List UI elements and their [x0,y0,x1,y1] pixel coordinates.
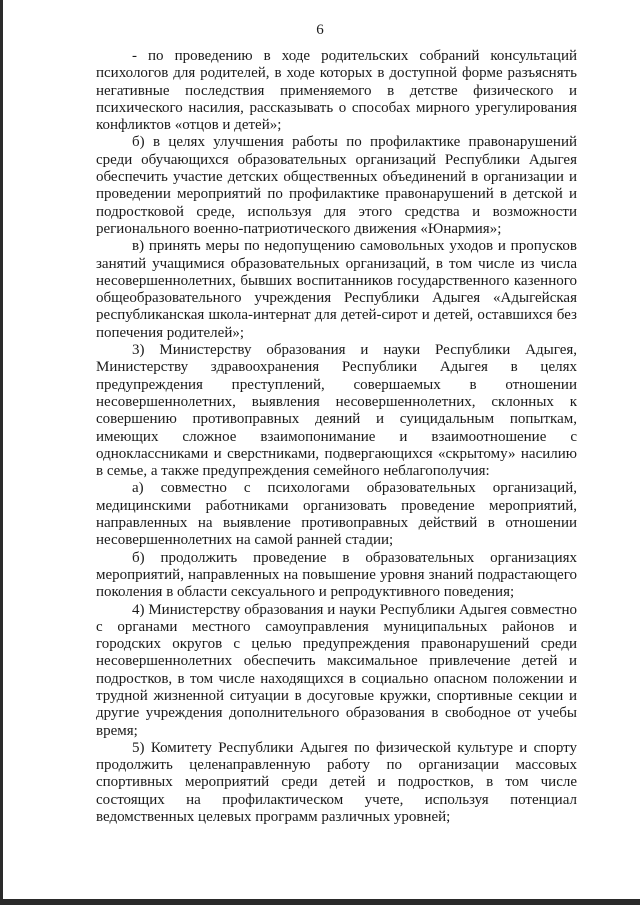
paragraph-b-reproductive-education: б) продолжить проведение в образовательных организациях мероприятий, направленных на повышение уровня знаний подрастающего поколения в области сексуального и репродуктивного поведения; [96,549,577,601]
scan-edge-left [0,0,3,905]
paragraph-consultations: - по проведению в ходе родительских собраний консультаций психологов для родителей, в ходе которых в доступной форме разъяснять негативные последствия применяемого в детстве физического и психического насилия, рассказывать о способах мирного урегулирования конфликтов «отцов и детей»; [96,48,577,134]
document-body [96,48,577,826]
scan-edge-bottom [0,899,640,905]
paragraph-5-sports-committee: 5) Комитету Республики Адыгея по физической культуре и спорту продолжить целенаправленную работу по организации массовых спортивных мероприятий среди детей и подростков, в том числе состоящих на профилактическом учете, используя потенциал ведомственных целевых программ различных уровней; [96,739,577,826]
paragraph-v-absences: в) принять меры по недопущению самовольных уходов и пропусков занятий учащимися образовательных организаций, в том числе из числа несовершеннолетних, бывших воспитанников государственного казенного общеобразовательного учреждения Республики Адыгея «Адыгейская республиканская школа-интернат для детей-сирот и детей, оставшихся без попечения родителей»; [96,238,577,341]
page-number: 6 [316,22,324,38]
paragraph-b-youth-associations: б) в целях улучшения работы по профилактике правонарушений среди обучающихся образовательных организаций Республики Адыгея обеспечить участие детских общественных объединений в организации и проведении мероприятий по профилактике правонарушений в детской и подростковой среде, используя для этого средства и возможности регионального военно-патриотического движения «Юнармия»; [96,134,577,237]
paragraph-4-leisure: 4) Министерству образования и науки Республики Адыгея совместно с органами местного самоуправления муниципальных районов и городских округов с целью предупреждения правонарушений среди несовершеннолетних обеспечить максимальное привлечение детей и подростков, в том числе находящихся в социально опасном положении и трудной жизненной ситуации в досуговые кружки, спортивные секции и другие учреждения дополнительного образования в свободное от учебы время; [96,601,577,739]
paragraph-3-ministries: 3) Министерству образования и науки Республики Адыгея, Министерству здравоохранения Республики Адыгея в целях предупреждения преступлений, совершаемых в отношении несовершеннолетних, выявления несовершеннолетних, склонных к совершению противоправных деяний и суицидальным попыткам, имеющих сложное взаимопонимание и взаимоотношение с одноклассниками и сверстниками, подвергающихся «скрытому» насилию в семье, а также предупреждения семейного неблагополучия: [96,342,577,480]
paragraph-a-psychologists: а) совместно с психологами образовательных организаций, медицинскими работниками организовать проведение мероприятий, направленных на выявление противоправных действий в отношении несовершеннолетних на самой ранней стадии; [96,480,577,549]
